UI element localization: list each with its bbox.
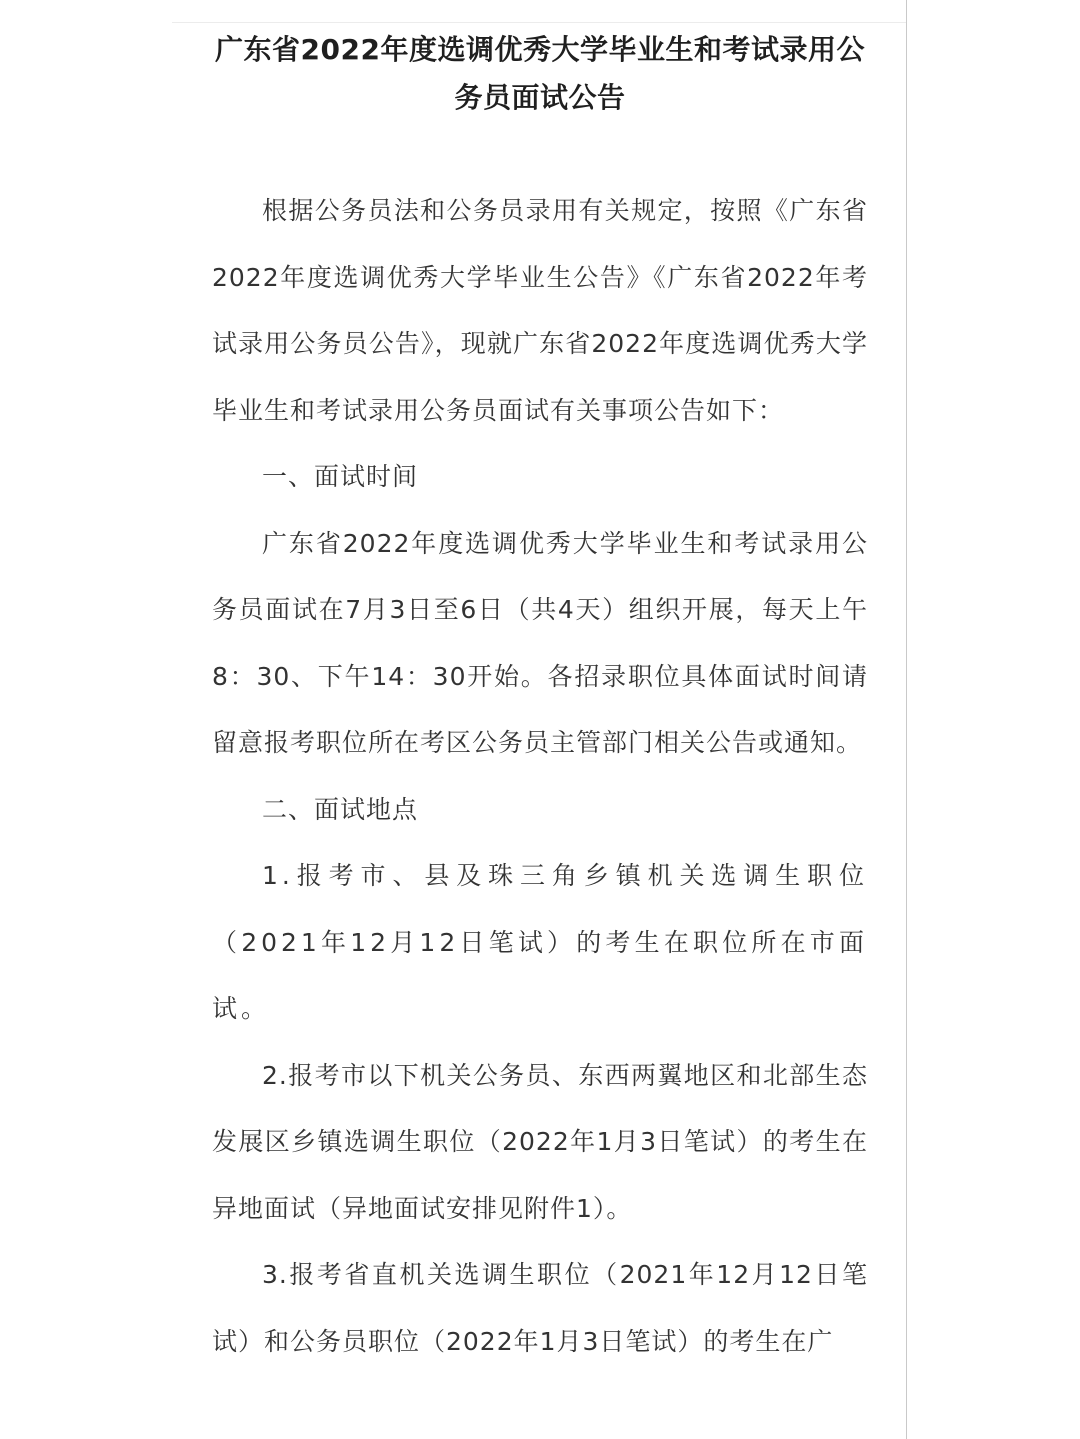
location-item-2: 2.报考市以下机关公务员、东西两翼地区和北部生态发展区乡镇选调生职位（2022年1月3日笔试）的考生在异地面试（异地面试安排见附件1）。 (212, 1060, 868, 1223)
announcement-body (212, 178, 868, 1375)
announcement-article (212, 26, 868, 1375)
top-divider (172, 22, 906, 23)
right-edge-divider (906, 0, 907, 1439)
section-heading-interview-time: 一、面试时间 (262, 462, 419, 491)
location-item-3: 3.报考省直机关选调生职位（2021年12月12日笔试）和公务员职位（2022年1月3日笔试）的考生在广 (212, 1260, 868, 1356)
intro-paragraph: 根据公务员法和公务员录用有关规定，按照《广东省2022年度选调优秀大学毕业生公告》《广东省2022年考试录用公务员公告》，现就广东省2022年度选调优秀大学毕业生和考试录用公务员面试有关事项公告如下： (212, 196, 868, 425)
location-item-1: 1.报考市、县及珠三角乡镇机关选调生职位（2021年12月12日笔试）的考生在职位所在市面试。 (212, 861, 868, 1023)
interview-time-paragraph: 广东省2022年度选调优秀大学毕业生和考试录用公务员面试在7月3日至6日（共4天）组织开展，每天上午8：30、下午14：30开始。各招录职位具体面试时间请留意报考职位所在考区公务员主管部门相关公告或通知。 (212, 528, 868, 757)
section-heading-interview-location: 二、面试地点 (262, 794, 419, 824)
announcement-title: 广东省2022年度选调优秀大学毕业生和考试录用公务员面试公告 (215, 33, 865, 114)
